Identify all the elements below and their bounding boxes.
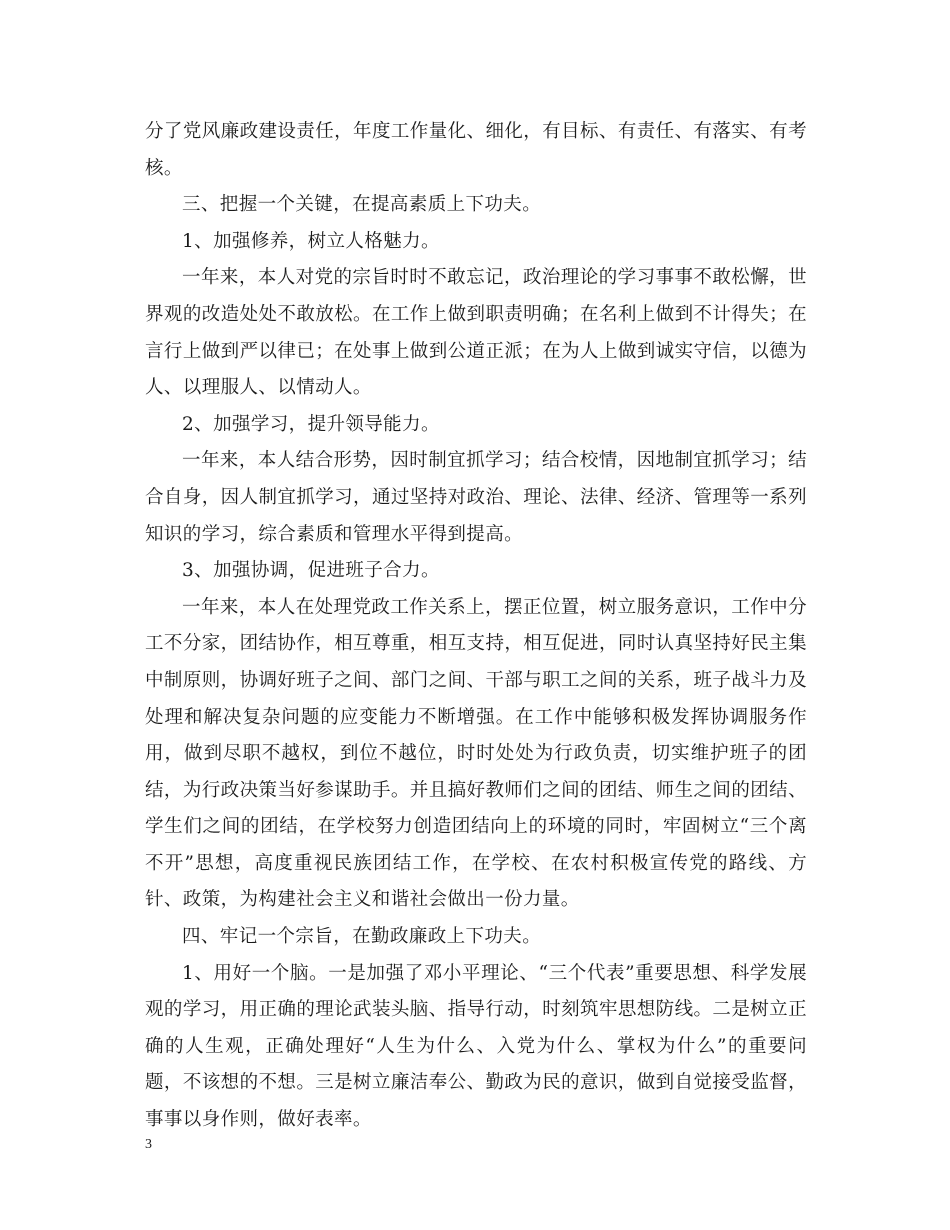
page-number: 3 [145,1137,152,1152]
document-body [145,114,807,1139]
section-heading-three: 三、把握一个关键，在提高素质上下功夫。 [182,194,542,216]
section-heading-four: 四、牢记一个宗旨，在勤政廉政上下功夫。 [182,926,542,948]
subheading-study: 2、加强学习，提升领导能力。 [182,413,440,435]
paragraph-use-brain: 1、用好一个脑。一是加强了邓小平理论、“三个代表”重要思想、科学发展观的学习，用正确的理论武装头脑、指导行动，时刻筑牢思想防线。二是树立正确的人生观，正确处理好“人生为什么、入党为什么、掌权为什么”的重要问题，不该想的不想。三是树立廉洁奉公、勤政为民的意识，做到自觉接受监督，事事以身作则，做好表率。 [145,962,807,1131]
subheading-cultivation: 1、加强修养，树立人格魅力。 [182,230,440,252]
paragraph-cultivation: 一年来，本人对党的宗旨时时不敢忘记，政治理论的学习事事不敢松懈，世界观的改造处处不敢放松。在工作上做到职责明确；在名利上做到不计得失；在言行上做到严以律已；在处事上做到公道正派；在为人上做到诚实守信，以德为人、以理服人、以情动人。 [145,267,807,399]
paragraph-coordination: 一年来，本人在处理党政工作关系上，摆正位置，树立服务意识，工作中分工不分家，团结协作，相互尊重，相互支持，相互促进，同时认真坚持好民主集中制原则，协调好班子之间、部门之间、干部与职工之间的关系，班子战斗力及处理和解决复杂问题的应变能力不断增强。在工作中能够积极发挥协调服务作用，做到尽职不越权，到位不越位，时时处处为行政负责，切实维护班子的团结，为行政决策当好参谋助手。并且搞好教师们之间的团结、师生之间的团结、学生们之间的团结，在学校努力创造团结向上的环境的同时，牢固树立“三个离不开”思想，高度重视民族团结工作，在学校、在农村积极宣传党的路线、方针、政策，为构建社会主义和谐社会做出一份力量。 [145,596,807,911]
paragraph-continuation: 分了党风廉政建设责任，年度工作量化、细化，有目标、有责任、有落实、有考核。 [145,121,807,179]
paragraph-study: 一年来，本人结合形势，因时制宜抓学习；结合校情，因地制宜抓学习；结合自身，因人制宜抓学习，通过坚持对政治、理论、法律、经济、管理等一系列知识的学习，综合素质和管理水平得到提高。 [145,450,807,545]
subheading-coordination: 3、加强协调，促进班子合力。 [182,560,440,582]
